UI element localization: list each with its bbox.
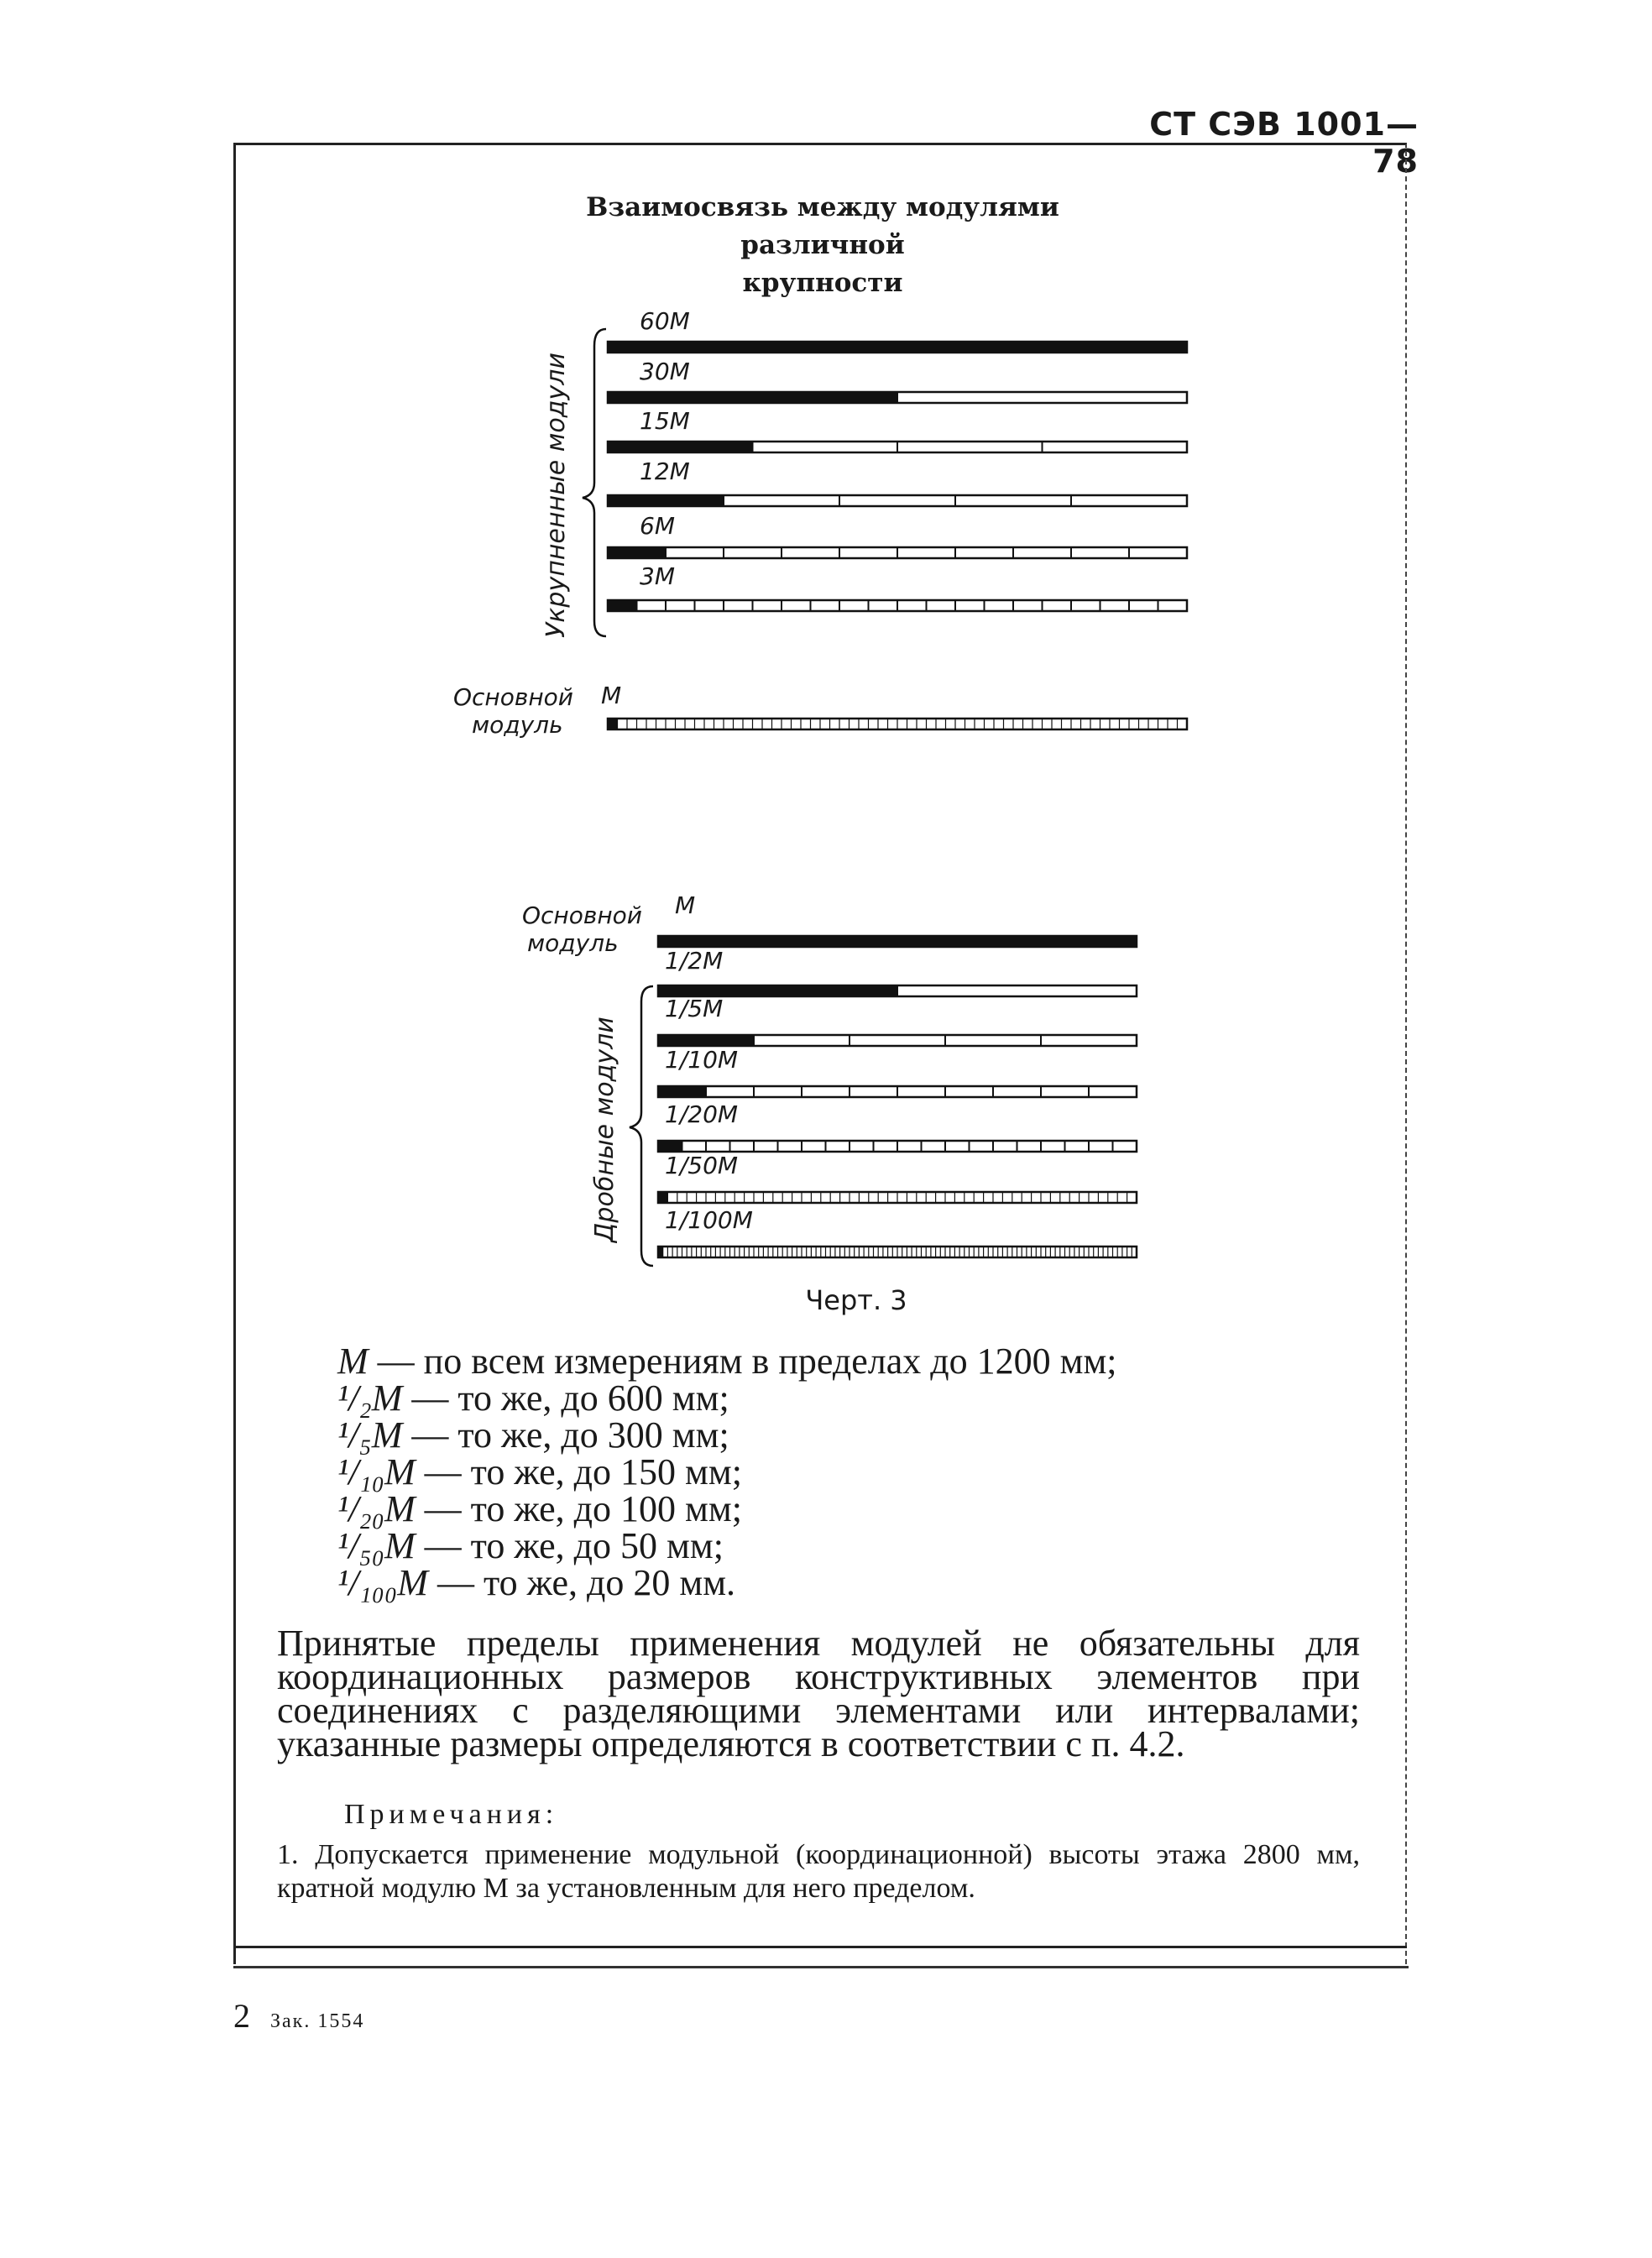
enlarged-label-4: 12М [640,457,690,485]
limit-line-2: ¹/₂М — то же, до 600 мм; [337,1377,729,1419]
enlarged-bar-2 [608,392,1187,403]
enlarged-bar-3 [608,442,1187,452]
fractional-bar-4 [658,1141,1137,1152]
enlarged-bar-4 [608,495,1187,506]
limit-line-7: ¹/₁₀₀М — то же, до 20 мм. [337,1562,736,1603]
base-module-label-line-1: Основной [453,683,574,711]
order-number: Зак. 1554 [270,2010,365,2032]
fractional-group-label: Дробные модули [590,1017,620,1242]
fractional-label-4: 1/20М [665,1100,739,1128]
paragraph-limits-note: Принятые пределы применения модулей не обязательны для координационных размеров конструктивных элементов при соединениях с разделяющими элементами или интервалами; указанные размеры определяются в соответствии с п. 4.2. [277,1623,1360,1764]
fractional-bar-2 [658,1035,1137,1046]
enlarged-bar-6 [608,600,1187,611]
base-module-label-line-2: модуль [472,711,563,739]
enlarged-bar-1 [608,342,1187,353]
frame-bottom-rule-outer [233,1966,1409,1968]
base-module-bar-60 [608,719,1187,729]
frame-bottom-rule [233,1946,1407,1948]
fractional-bar-3 [658,1086,1137,1097]
fractional-brace [630,986,653,1266]
page-number: 2 [233,1997,250,2035]
fractional-base-label-line-2: модуль [527,929,619,957]
enlarged-label-2: 30М [640,358,690,385]
page-footer [233,1996,364,2036]
fractional-bar-6 [658,1247,1137,1257]
enlarged-group-label: Укрупненные модули [541,353,571,638]
fractional-bar-5 [658,1192,1137,1203]
limit-line-6: ¹/₅₀М — то же, до 50 мм; [337,1525,724,1566]
note-1: 1. Допускается применение модульной (координационной) высоты этажа 2800 мм, кратной модулю М за установленным для него пределом. [277,1839,1360,1904]
enlarged-label-1: 60М [640,307,690,335]
fractional-base-symbol: М [675,891,696,919]
figure-title-line-2: крупности [742,268,903,298]
limit-line-3: ¹/₅М — то же, до 300 мм; [337,1414,729,1456]
figure-title-line-1: Взаимосвязь между модулями различной [586,192,1059,260]
enlarged-brace [583,329,606,636]
limit-line-1: М — по всем измерениям в пределах до 1200 мм; [337,1341,1117,1382]
enlarged-bar-5 [608,547,1187,558]
standard-code: СТ СЭВ 1001—78 [1149,106,1419,180]
fractional-base-bar [658,936,1137,947]
figure-caption: Черт. 3 [805,1284,907,1316]
fractional-bar-1 [658,985,1137,996]
fractional-label-2: 1/5М [665,995,724,1022]
fractional-label-6: 1/100М [665,1206,753,1234]
fractional-label-1: 1/2М [665,947,724,975]
fractional-label-3: 1/10М [665,1046,739,1074]
fractional-label-5: 1/50М [665,1152,739,1179]
notes-title: Примечания: [344,1799,559,1830]
limit-line-4: ¹/₁₀М — то же, до 150 мм; [337,1451,742,1492]
enlarged-label-5: 6М [640,512,675,540]
enlarged-label-6: 3М [640,562,675,590]
fractional-base-label-line-1: Основной [522,902,643,929]
enlarged-label-3: 15М [640,407,690,435]
limit-line-5: ¹/₂₀М — то же, до 100 мм; [337,1488,742,1529]
base-module-symbol: М [601,682,622,709]
